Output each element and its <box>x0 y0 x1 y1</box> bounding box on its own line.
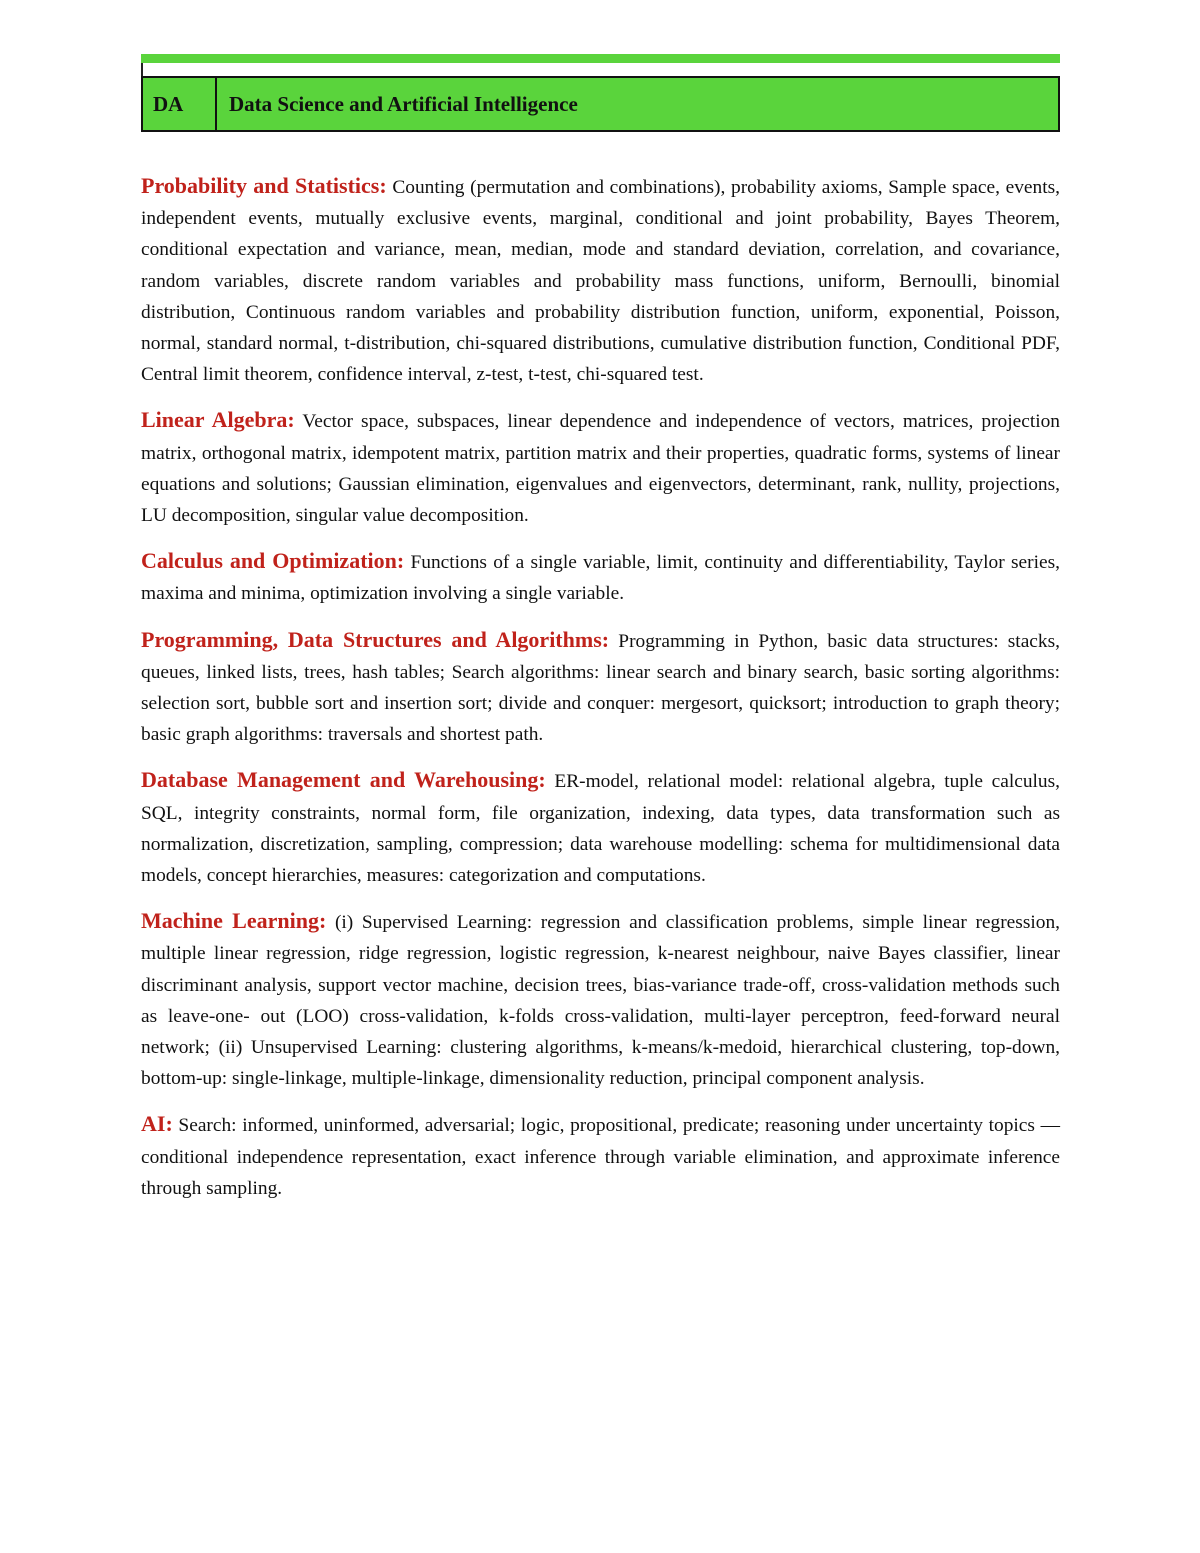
section-probability-statistics <box>141 170 1060 390</box>
top-green-rule <box>141 54 1060 63</box>
section-body: Functions of a single variable, limit, continuity and differentiability, Taylor series, maxima and minima, optimization involving a single variable. <box>141 552 1060 605</box>
section-body: Counting (permutation and combinations), probability axioms, Sample space, events, independent events, mutually exclusive events, marginal, conditional and joint probability, Bayes Theorem, conditional expectation and variance, mean, median, mode and standard deviation, correlation, and covariance, random variables, discrete random variables and probability mass functions, uniform, Bernoulli, binomial distribution, Continuous random variables and probability distribution function, uniform, exponential, Poisson, normal, standard normal, t-distribution, chi-squared distributions, cumulative distribution function, Conditional PDF, Central limit theorem, confidence interval, z-test, t-test, chi-squared test. <box>141 177 1060 386</box>
rule-divider <box>141 63 143 76</box>
section-heading: Probability and Statistics: <box>141 173 387 198</box>
section-machine-learning <box>141 905 1060 1094</box>
section-ai <box>141 1108 1060 1204</box>
section-body: (i) Supervised Learning: regression and classification problems, simple linear regression, multiple linear regression, ridge regression, logistic regression, k-nearest neighbour, naive Bayes classifier, linear discriminant analysis, support vector machine, decision trees, bias-variance trade-off, cross-validation methods such as leave-one- out (LOO) cross-validation, k-folds cross-validation, multi-layer perceptron, feed-forward neural network; (ii) Unsupervised Learning: clustering algorithms, k-means/k-medoid, hierarchical clustering, top-down, bottom-up: single-linkage, multiple-linkage, dimensionality reduction, principal component analysis. <box>141 912 1060 1090</box>
section-heading: Calculus and Optimization: <box>141 548 405 574</box>
section-body: Search: informed, uninformed, adversarial; logic, propositional, predicate; reasoning under uncertainty topics — conditional independence representation, exact inference through variable elimination, and approximate inference through sampling. <box>141 1115 1060 1199</box>
section-linear-algebra <box>141 404 1060 531</box>
syllabus-content <box>141 170 1060 1218</box>
section-body: ER-model, relational model: relational algebra, tuple calculus, SQL, integrity constraints, normal form, file organization, indexing, data types, data transformation such as normalization, discretization, sampling, compression; data warehouse modelling: schema for multidimensional data models, concept hierarchies, measures: categorization and computations. <box>141 771 1060 887</box>
section-heading: Programming, Data Structures and Algorithms: <box>141 626 610 652</box>
section-body: Programming in Python, basic data structures: stacks, queues, linked lists, trees, hash tables; Search algorithms: linear search and binary search, basic sorting algorithms: selection sort, bubble sort and insertion sort; divide and conquer: mergesort, quicksort; introduction to graph theory; basic graph algorithms: traversals and shortest path. <box>141 630 1060 746</box>
section-heading: AI: <box>141 1111 173 1137</box>
section-heading: Database Management and Warehousing: <box>141 767 546 793</box>
subject-code: DA <box>143 78 217 130</box>
section-body: Vector space, subspaces, linear dependence and independence of vectors, matrices, projection matrix, orthogonal matrix, idempotent matrix, partition matrix and their properties, quadratic forms, systems of linear equations and solutions; Gaussian elimination, eigenvalues and eigenvectors, determinant, rank, nullity, projections, LU decomposition, singular value decomposition. <box>141 411 1060 527</box>
section-heading: Linear Algebra: <box>141 407 295 433</box>
subject-title: Data Science and Artificial Intelligence <box>229 91 578 116</box>
section-calculus-optimization <box>141 545 1060 609</box>
section-programming-algorithms <box>141 624 1060 751</box>
section-database-warehousing <box>141 764 1060 891</box>
section-heading: Machine Learning: <box>141 908 327 934</box>
subject-header <box>141 76 1060 132</box>
